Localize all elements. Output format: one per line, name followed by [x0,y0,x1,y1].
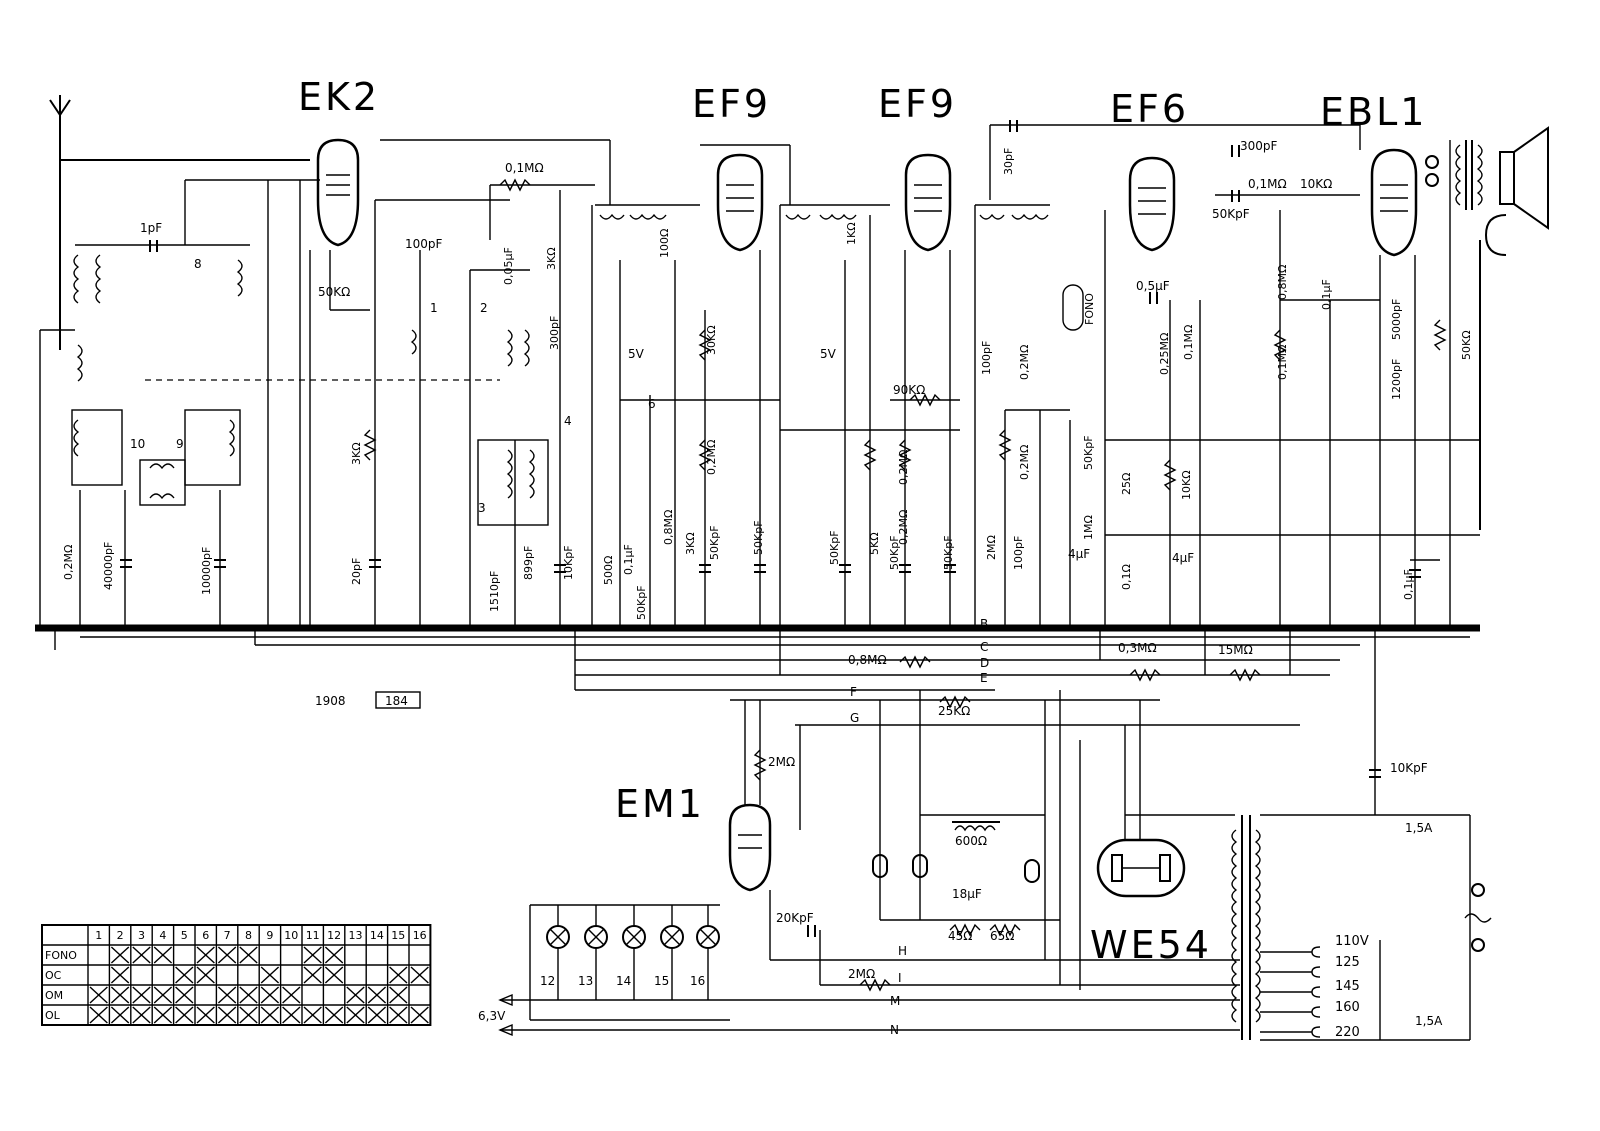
value-label: 10KpF [562,545,575,580]
tube-label-ef9-b: EF9 [878,82,958,126]
filter-choke [952,822,1000,830]
value-label: 0,1μF [622,544,635,575]
value-label: 500Ω [602,555,615,585]
value-label: 1200pF [1390,358,1403,400]
value-label: 90KΩ [893,383,926,397]
value-label: 300pF [548,315,561,350]
value-label: 0,2MΩ [1018,444,1031,480]
value-label: 25KΩ [938,704,971,718]
table-column-header: 1 [95,929,103,942]
rf-coil-section [40,180,320,628]
value-label: 50KpF [752,520,765,555]
heater-voltage-label: 6,3V [478,1009,506,1023]
value-label: 0,05μF [502,247,515,285]
value-label: 20KpF [776,911,814,925]
table-column-header: 2 [116,929,124,942]
lamp-icon [585,926,607,948]
mains-tap-145: 145 [1335,979,1360,994]
switch-number: 8 [194,257,202,271]
band-switch-table [42,925,430,1025]
em1-tube [730,805,770,890]
value-label: 0,2MΩ [897,509,910,545]
drawing-code: 184 [385,694,408,708]
tap-letter: H [898,944,908,958]
value-label: 0,2MΩ [897,449,910,485]
table-column-header: 11 [305,929,320,942]
value-label: 5KΩ [868,532,881,555]
value-label: 50KpF [635,585,648,620]
lamp-icon [623,926,645,948]
table-row-label: FONO [45,949,77,962]
lamp-icon [661,926,683,948]
mains-tap-110: 110V [1335,934,1369,949]
value-label: 0,5μF [1136,279,1170,293]
table-column-header: 6 [202,929,210,942]
loudspeaker-icon [1500,128,1548,228]
table-column-header: 16 [412,929,427,942]
value-label: 0,8MΩ [848,653,887,667]
tap-letter: C [980,640,989,654]
value-label: 1KΩ [845,222,858,245]
table-column-header: 7 [223,929,231,942]
output-terminal-a [1426,156,1438,168]
value-label: 0,25MΩ [1158,332,1171,375]
value-label: 18μF [952,887,982,901]
tube-label-ek2: EK2 [298,75,381,119]
tap-letter: E [980,671,988,685]
value-label: 65Ω [990,929,1015,943]
value-label: 1pF [140,221,163,235]
value-label: 50KΩ [1460,330,1473,360]
value-label: 0,1μF [1402,569,1415,600]
value-label: 50KΩ [318,285,351,299]
ef6-wiring [975,205,1480,628]
value-label: 2MΩ [768,755,796,769]
antenna-icon [50,95,70,160]
value-label: 50KpF [708,525,721,560]
value-label: 0,3MΩ [1118,641,1157,655]
output-terminal-b [1426,174,1438,186]
value-label: 45Ω [948,929,973,943]
value-label: 5V [820,347,836,361]
switch-number: 4 [564,414,572,428]
switch-number: 15 [654,974,670,988]
value-label: 10000pF [200,546,213,595]
ek2-tube [318,140,358,245]
tube-label-ebl1: EBL1 [1320,90,1428,134]
value-label: 10KΩ [1300,177,1333,191]
ef6-tube [1130,158,1174,250]
value-label: 100pF [980,340,993,375]
tube-label-we54: WE54 [1090,923,1212,967]
fono-label: FONO [1083,293,1096,325]
headphone-jack-icon [1480,215,1506,530]
table-row-label: OC [45,969,62,982]
tap-letter: B [980,617,989,631]
drawing-mark: 1908 [315,694,346,708]
value-label: 10KΩ [1180,470,1193,500]
distribution-lines [80,628,1470,725]
lamp-icon [697,926,719,948]
value-label: 3KΩ [350,442,363,465]
fono-input-jack [1063,285,1083,330]
output-transformer [1456,140,1482,210]
tap-letter: I [898,971,902,985]
mains-switch-icon [1465,884,1491,951]
value-label: 4μF [1068,547,1091,561]
tube-label-ef9-a: EF9 [692,82,772,126]
table-row-label: OM [45,989,64,1002]
mains-tap-220: 220 [1335,1025,1360,1040]
value-label: 50KpF [942,535,955,570]
lamp-icon [547,926,569,948]
ef9-a-tube [718,155,762,250]
switch-number: 10 [130,437,146,451]
value-label: 15MΩ [1218,643,1253,657]
we54-rectifier [1098,840,1184,896]
value-label: 5V [628,347,644,361]
value-label: 10KpF [1390,761,1428,775]
table-column-header: 12 [327,929,342,942]
value-label: 3KΩ [545,247,558,270]
value-label: 50KpF [1212,207,1250,221]
tap-letter: G [850,711,860,725]
table-column-header: 10 [284,929,299,942]
value-label: 40000pF [102,541,115,590]
value-label: 100Ω [658,228,671,258]
value-label: 5000pF [1390,298,1403,340]
value-label: 0,8MΩ [662,509,675,545]
value-label: 30KΩ [705,325,718,355]
mains-tap-160: 160 [1335,1000,1360,1015]
switch-number: 6 [648,397,656,411]
table-column-header: 8 [245,929,252,942]
ebl1-tube [1372,150,1416,255]
value-label: 0,2MΩ [62,544,75,580]
power-transformer [1232,815,1260,1040]
value-label: 50KpF [888,535,901,570]
mains-tap-125: 125 [1335,955,1360,970]
value-label: 0,1MΩ [1182,324,1195,360]
value-label: 50KpF [1082,435,1095,470]
switch-number: 2 [480,301,488,315]
table-column-header: 15 [391,929,406,942]
value-label: 0,1μF [1320,279,1333,310]
value-label: 1MΩ [1082,515,1095,540]
value-label: 0,1Ω [1120,564,1133,590]
ef9-b-wiring [780,205,960,628]
switch-number: 3 [478,501,486,515]
value-label: 25Ω [1120,472,1133,495]
table-column-header: 13 [348,929,363,942]
value-label: 1510pF [488,570,501,612]
value-label: 100pF [405,237,443,251]
value-label: 2MΩ [848,967,876,981]
value-label: 2MΩ [985,535,998,560]
value-label: 50KpF [828,530,841,565]
value-label: 100pF [1012,535,1025,570]
value-label: 20pF [350,557,363,585]
mains-tap-selector [1260,947,1320,1037]
value-label: 600Ω [955,834,988,848]
table-column-header: 14 [369,929,384,942]
value-label: 0,8MΩ [1276,264,1289,300]
table-column-header: 9 [266,929,274,942]
value-label: 899pF [522,545,535,580]
switch-number: 9 [176,437,184,451]
switch-number: 14 [616,974,632,988]
table-column-header: 4 [159,929,167,942]
value-label: 0,1MΩ [1276,344,1289,380]
tube-label-ef6: EF6 [1110,87,1190,131]
tap-letter: M [890,994,901,1008]
table-row-label: OL [45,1009,60,1022]
fuse-label: 1,5A [1415,1014,1443,1028]
switch-number: 16 [690,974,706,988]
value-label: 4μF [1172,551,1195,565]
value-label: 0,1MΩ [505,161,544,175]
ef9-b-tube [906,155,950,250]
electrolytic-capacitors [873,855,1039,882]
table-column-header: 3 [138,929,145,942]
fuse-label: 1,5A [1405,821,1433,835]
value-label: 30pF [1002,147,1015,175]
switch-number: 13 [578,974,594,988]
switch-number: 12 [540,974,556,988]
switch-number: 1 [430,301,438,315]
value-label: 0,2MΩ [1018,344,1031,380]
value-label: 0,1MΩ [1248,177,1287,191]
value-label: 3KΩ [684,532,697,555]
tap-letter: N [890,1023,899,1037]
value-label: 300pF [1240,139,1278,153]
tap-letter: D [980,656,990,670]
table-column-header: 5 [180,929,188,942]
tap-letter: F [850,685,857,699]
value-label: 0,2MΩ [705,439,718,475]
tube-label-em1: EM1 [615,782,705,826]
